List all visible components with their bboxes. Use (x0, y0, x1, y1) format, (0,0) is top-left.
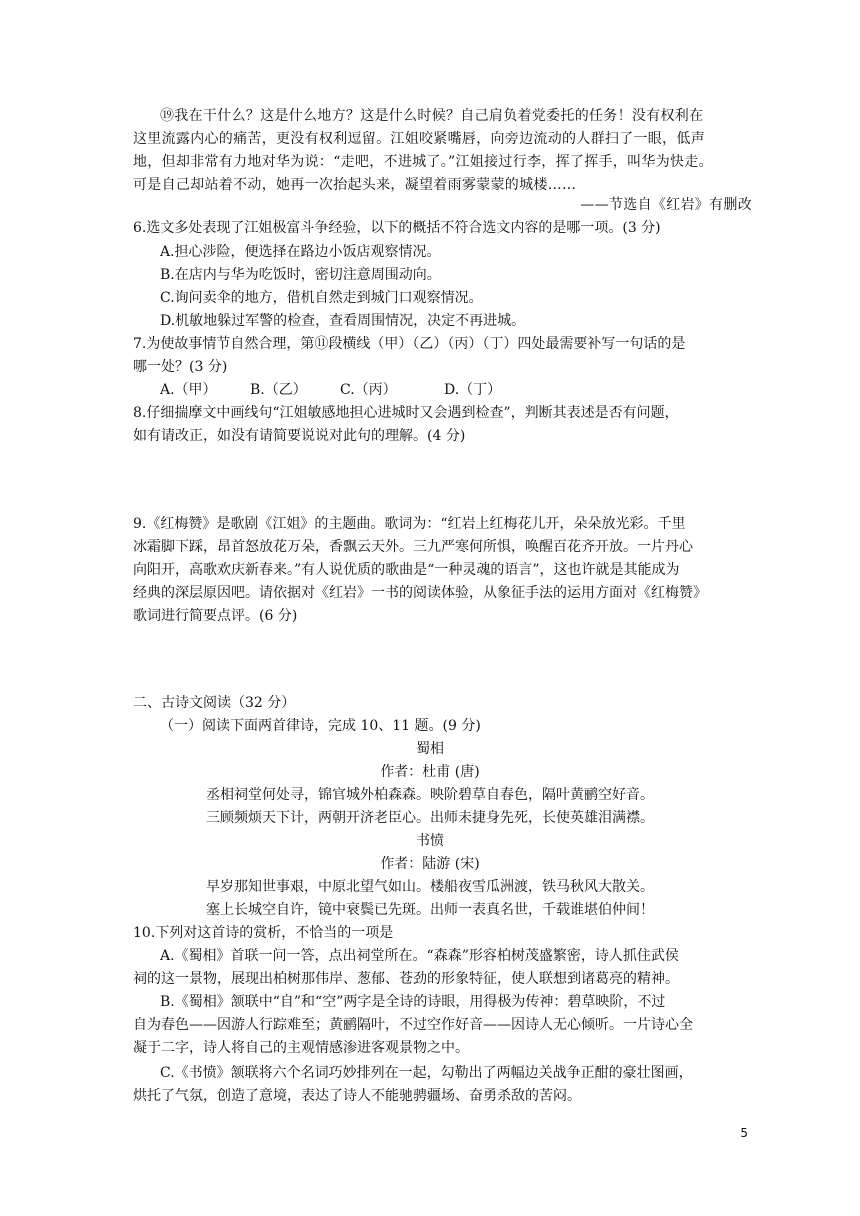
poem-author: 作者：陆游 (宋) (380, 856, 480, 872)
q8-stem: 如有请改正，如没有请简要说说对此句的理解。(4 分) (133, 428, 466, 444)
q9-stem: 歌词进行简要点评。(6 分) (133, 608, 298, 624)
q9-stem: 向阳开，高歌欢庆新春来。”有人说优质的歌曲是“一种灵魂的语言”，这也许就是其能成为 (133, 562, 680, 578)
q7-option: A.（甲） (160, 382, 217, 398)
q6-option: D.机敏地躲过军警的检查，查看周围情况，决定不再进城。 (160, 313, 526, 329)
passage-line: 这里流露内心的痛苦，更没有权利逗留。江姐咬紧嘴唇，向旁边流动的人群扫了一眼，低声 (133, 131, 705, 147)
poem-author: 作者：杜甫 (唐) (380, 764, 480, 780)
passage-line: 可是自己却站着不动，她再一次抬起头来，凝望着雨雾蒙蒙的城楼…… (133, 177, 577, 193)
q10-stem: 10.下列对这首诗的赏析，不恰当的一项是 (133, 925, 394, 941)
q10-option-c: 烘托了气氛，创造了意境，表达了诗人不能驰骋疆场、奋勇杀敌的苦闷。 (133, 1088, 581, 1104)
q9-stem: 经典的深层原因吧。请依据对《红岩》一书的阅读体验，从象征手法的运用方面对《红梅赞》 (133, 585, 707, 601)
q10-option-b: 自为春色——因游人行踪难至；黄鹂隔叶，不过空作好音——因诗人无心倾听。一片诗心全 (133, 1017, 693, 1033)
q7-option: D.（丁） (444, 382, 502, 398)
q8-stem: 8.仔细揣摩文中画线句“江姐敏感地担心进城时又会遇到检查”，判断其表述是否有问题， (133, 405, 679, 421)
q6-option: C.询问卖伞的地方，借机自然走到城门口观察情况。 (160, 290, 483, 306)
q9-stem: 冰霜脚下踩，昂首怒放花万朵，香飘云天外。三九严寒何所惧，唤醒百花齐开放。一片丹心 (133, 539, 693, 555)
q7-stem: 哪一处？(3 分) (133, 359, 228, 375)
q6-option: A.担心涉险，便选择在路边小饭店观察情况。 (160, 244, 441, 260)
poem-line: 三顾频烦天下计，两朝开济老臣心。出师未捷身先死，长使英雄泪满襟。 (206, 810, 654, 826)
q10-option-b: 凝于二字，诗人将自己的主观情感渗进客观景物之中。 (133, 1040, 469, 1056)
q6-option: B.在店内与华为吃饭时，密切注意周围动向。 (160, 267, 441, 283)
source-note: ——节选自《红岩》有删改 (580, 197, 752, 213)
poem-title: 蜀相 (416, 741, 444, 757)
passage-line: 地，但却非常有力地对华为说：“走吧，不进城了。”江姐接过行李，挥了挥手，叫华为快走。 (133, 154, 713, 170)
q6-stem: 6.选文多处表现了江姐极富斗争经验，以下的概括不符合选文内容的是哪一项。(3 分) (133, 220, 661, 236)
q10-option-c: C.《书愤》颔联将六个名词巧妙排列在一起，勾勒出了两幅边关战争正酣的豪壮图画， (160, 1065, 693, 1081)
q10-option-a: 祠的这一景物，展现出柏树那伟岸、葱郁、苍劲的形象特征，使人联想到诸葛亮的精神。 (133, 971, 679, 987)
poem-line: 塞上长城空自许，镜中衰鬓已先斑。出师一表真名世，千载谁堪伯仲间！ (206, 902, 654, 918)
poem-title: 书愤 (416, 833, 444, 849)
passage-line: ⑲我在干什么？这是什么地方？这是什么时候？自己肩负着党委托的任务！没有权利在 (160, 108, 704, 124)
page-number: 5 (740, 1126, 748, 1140)
section-heading: 二、古诗文阅读（32 分） (133, 695, 296, 711)
poem-line: 早岁那知世事艰，中原北望气如山。楼船夜雪瓜洲渡，铁马秋风大散关。 (206, 879, 654, 895)
q7-option: B.（乙） (250, 382, 307, 398)
poem-line: 丞相祠堂何处寻，锦官城外柏森森。映阶碧草自春色，隔叶黄鹂空好音。 (206, 787, 654, 803)
q10-option-a: A.《蜀相》首联一问一答，点出祠堂所在。“森森”形容柏树茂盛繁密，诗人抓住武侯 (160, 948, 679, 964)
q9-stem: 9.《红梅赞》是歌剧《江姐》的主题曲。歌词为：“红岩上红梅花儿开，朵朵放光彩。千里 (133, 516, 686, 532)
q7-option: C.（丙） (340, 382, 397, 398)
section-subheading: （一）阅读下面两首律诗，完成 10、11 题。(9 分) (160, 718, 481, 734)
q7-stem: 7.为使故事情节自然合理，第⑪段横线（甲）（乙）（丙）（丁）四处最需要补写一句话的是 (133, 336, 686, 352)
q10-option-b: B.《蜀相》颔联中“自”和“空”两字是全诗的诗眼，用得极为传神：碧草映阶，不过 (160, 994, 666, 1010)
